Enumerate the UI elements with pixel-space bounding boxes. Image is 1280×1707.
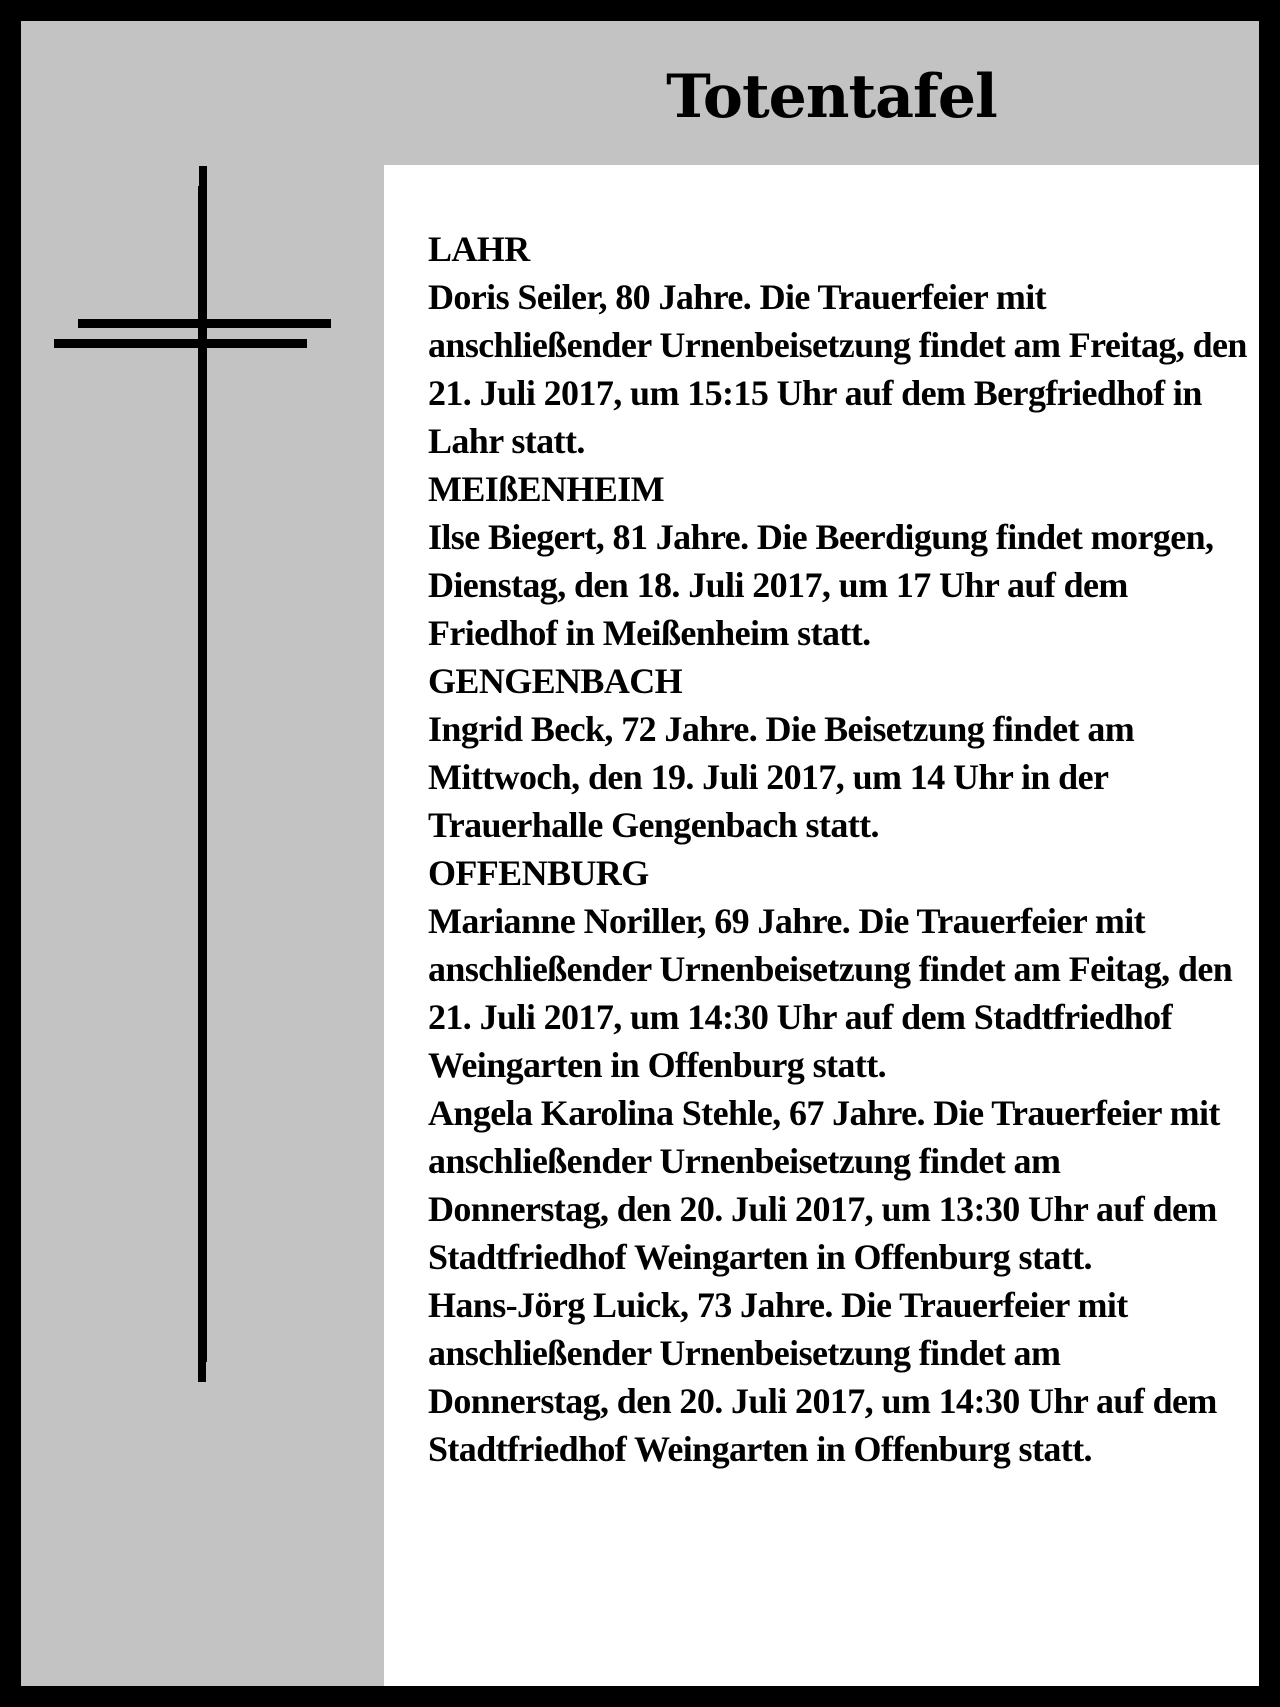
obituary-entry: Angela Karolina Stehle, 67 Jahre. Die Trauerfeier mit anschließender Urnenbeisetzung findet am Donnerstag, den 20. Juli 2017, um 13:30 Uhr auf dem Stadtfriedhof Weingarten in Offenburg statt. xyxy=(428,1093,1220,1277)
obituary-board xyxy=(21,21,1259,1686)
cross-horizontal-bar-front xyxy=(54,339,307,348)
obituary-list xyxy=(428,225,1248,1473)
obituary-list-panel xyxy=(384,165,1259,1686)
obituary-entry: Hans-Jörg Luick, 73 Jahre. Die Trauerfeier mit anschließender Urnenbeisetzung findet am Donnerstag, den 20. Juli 2017, um 14:30 Uhr auf dem Stadtfriedhof Weingarten in Offenburg statt. xyxy=(428,1285,1217,1469)
page-title: Totentafel xyxy=(666,62,997,132)
obituary-entry: Doris Seiler, 80 Jahre. Die Trauerfeier mit anschließender Urnenbeisetzung findet am Freitag, den 21. Juli 2017, um 15:15 Uhr auf dem Bergfriedhof in Lahr statt. xyxy=(428,277,1247,461)
obituary-entry: Ingrid Beck, 72 Jahre. Die Beisetzung findet am Mittwoch, den 19. Juli 2017, um 14 Uhr in der Trauerhalle Gengenbach statt. xyxy=(428,709,1135,845)
place-heading: MEIßENHEIM xyxy=(428,469,665,509)
obituary-entry: Marianne Noriller, 69 Jahre. Die Trauerfeier mit anschließender Urnenbeisetzung findet am Feitag, den 21. Juli 2017, um 14:30 Uhr auf dem Stadtfriedhof Weingarten in Offenburg statt. xyxy=(428,901,1233,1085)
place-heading: GENGENBACH xyxy=(428,661,683,701)
cross-vertical-bar-front xyxy=(198,186,206,1382)
place-heading: LAHR xyxy=(428,229,530,269)
obituary-entry: Ilse Biegert, 81 Jahre. Die Beerdigung findet morgen, Dienstag, den 18. Juli 2017, um 17 Uhr auf dem Friedhof in Meißenheim statt. xyxy=(428,517,1214,653)
place-heading: OFFENBURG xyxy=(428,853,649,893)
